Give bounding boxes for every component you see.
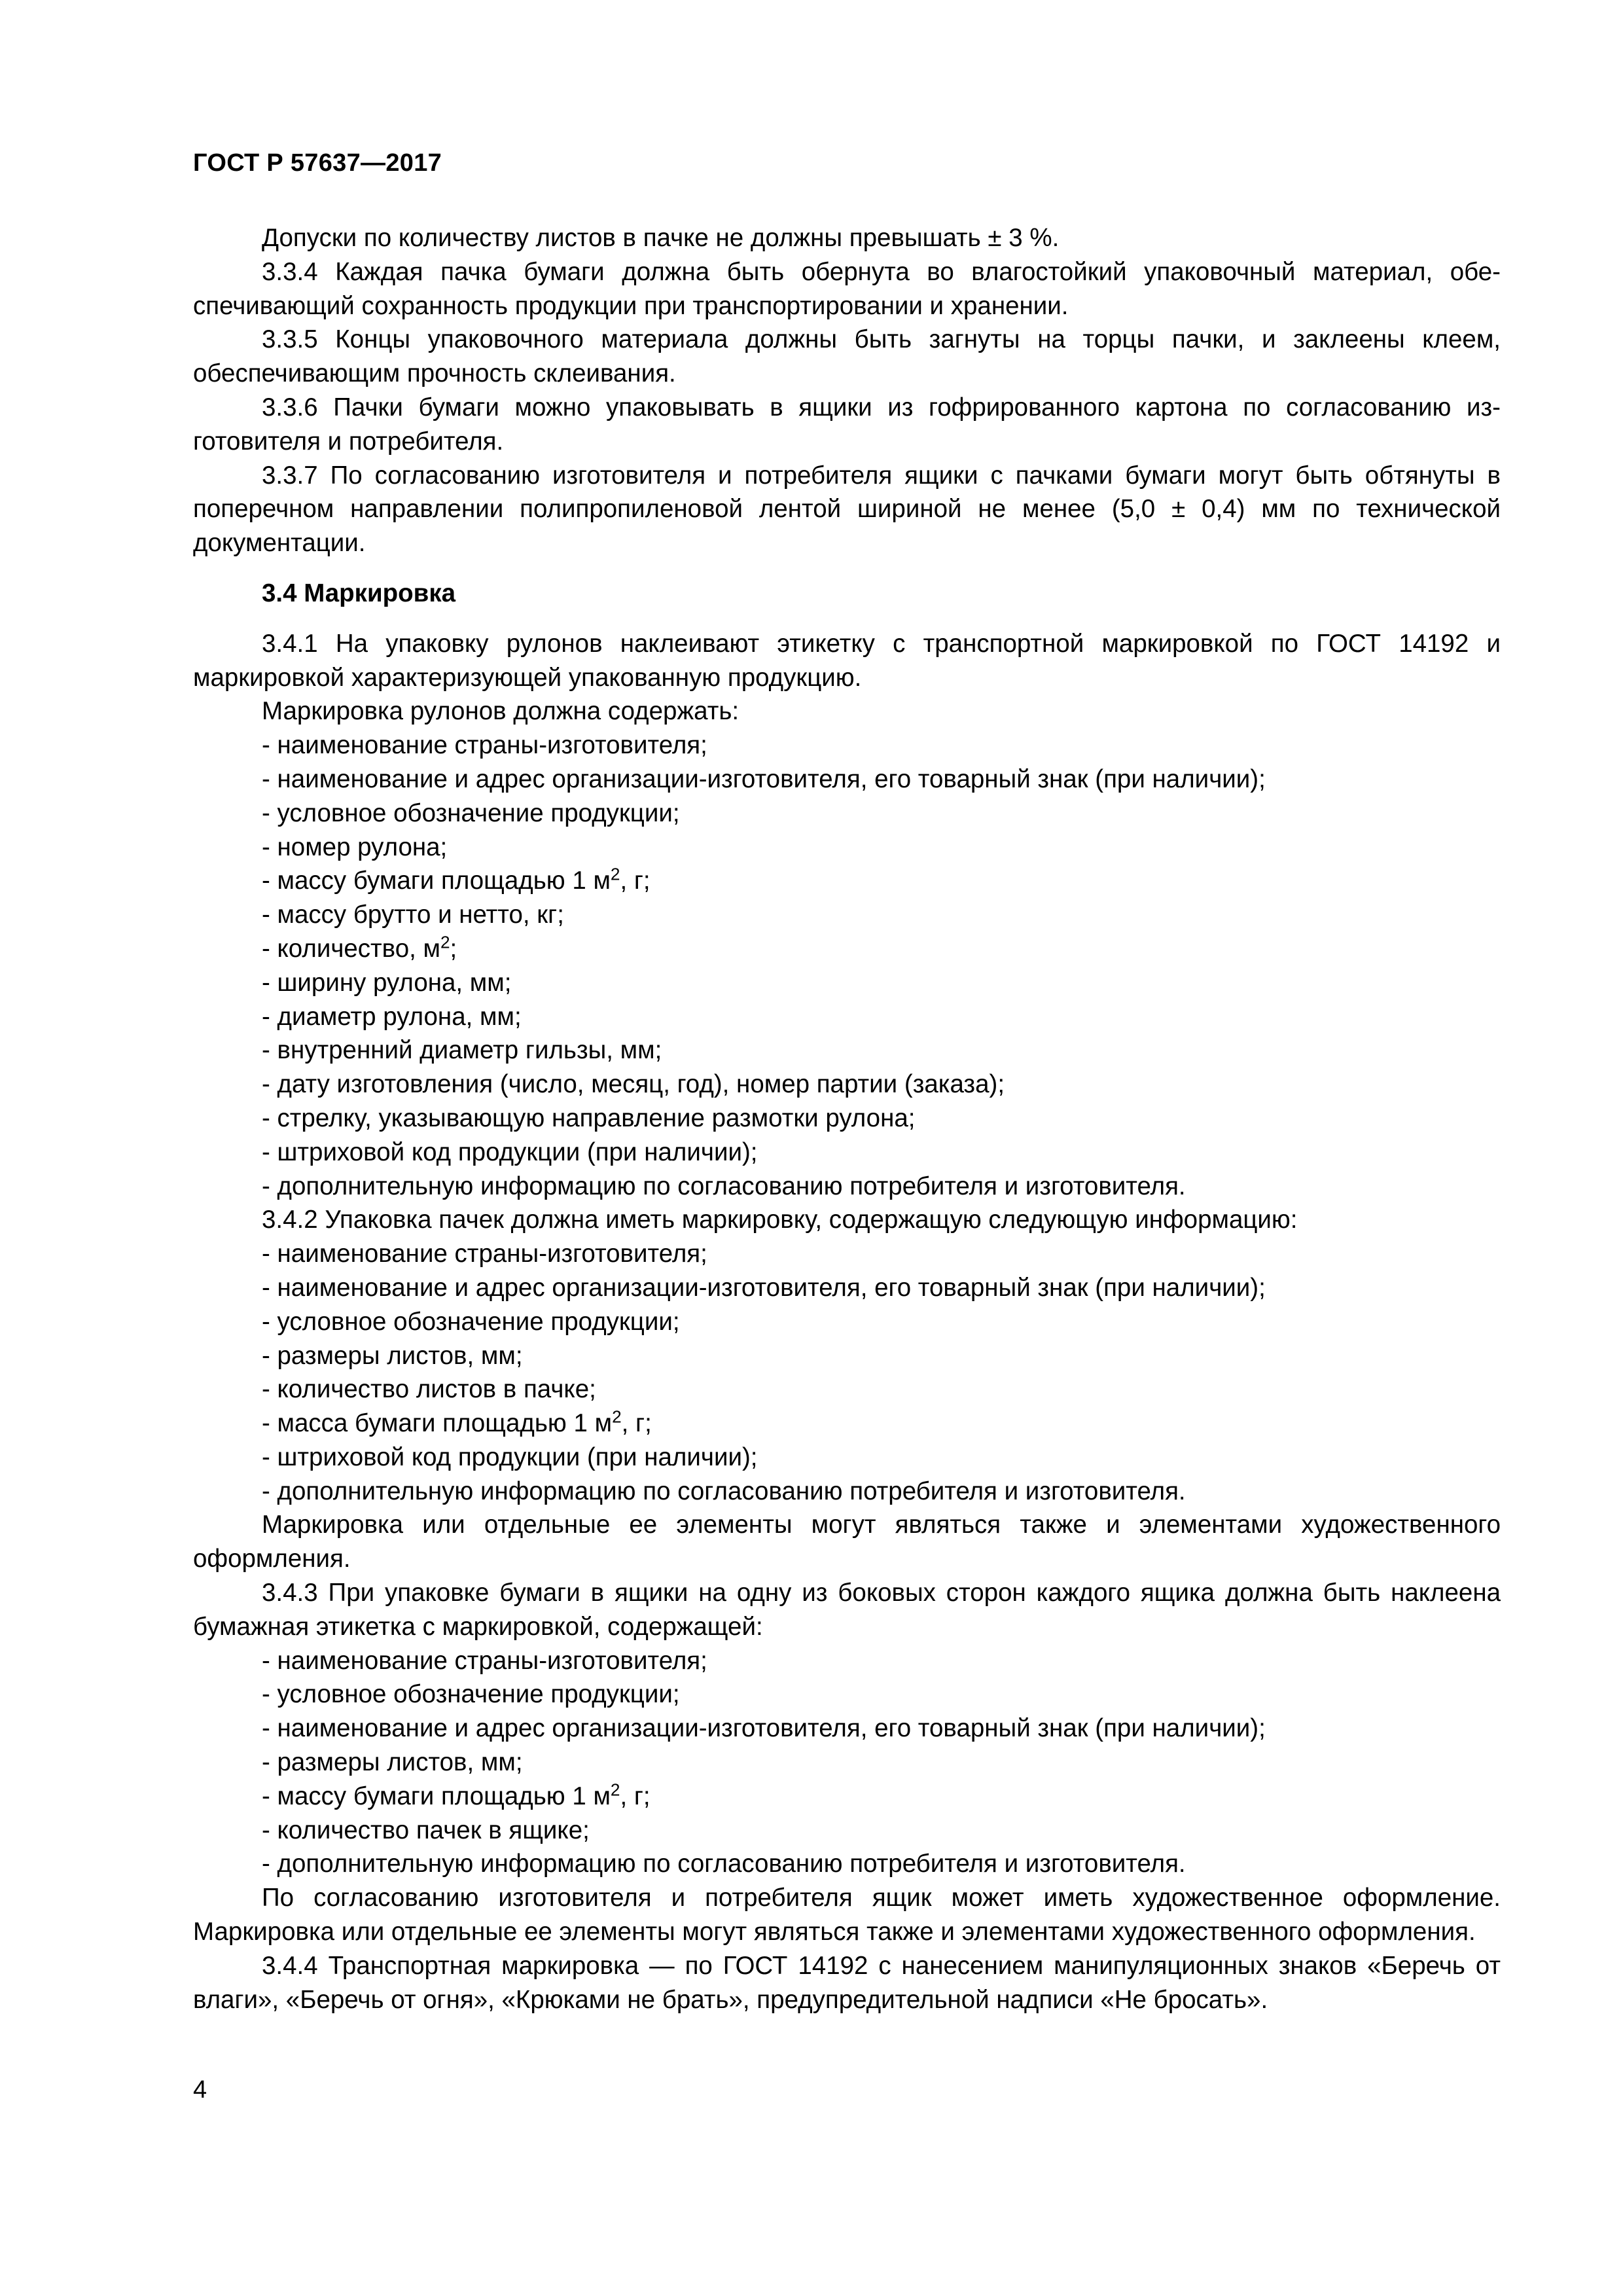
list-item: - дополнительную информацию по согласованию потребителя и изготовителя. [262,1172,1186,1200]
paragraph-tolerance: Допуски по количеству листов в пачке не должны превышать ± 3 %. [262,224,1060,252]
paragraph-artistic-design-2: По согласованию изготовителя и потребителя ящик может иметь художественное оформление. Маркировка или отдельные ее элементы могут являться также и элементами художественного оформления. [193,1884,1501,1946]
paragraph-3-4-1: 3.4.1 На упаковку рулонов наклеивают этикетку с транспортной маркировкой по ГОСТ 14192 и маркировкой характеризующей упакованную продукцию. [193,629,1501,692]
list-item [193,864,1501,898]
list-item: - штриховой код продукции (при наличии); [262,1443,758,1471]
paragraph-artistic-design-1: Маркировка или отдельные ее элементы могут являться также и элементами художественного оформления. [193,1511,1501,1573]
document-body [193,221,1501,2017]
list-item: - условное обозначение продукции; [262,1307,680,1336]
paragraph-3-3-4: 3.3.4 Каждая пачка бумаги должна быть обернута во влагостойкий упаковочный материал, обеспечивающий сохранность продукции при транспортировании и хранении. [193,257,1501,320]
list-item: - наименование страны-изготовителя; [262,1646,707,1675]
list-item: - штриховой код продукции (при наличии); [262,1138,758,1166]
list-item [193,1780,1501,1814]
paragraph-3-4-4: 3.4.4 Транспортная маркировка — по ГОСТ 14192 с нанесением манипуляционных знаков «Беречь от влаги», «Беречь от огня», «Крюками не брать», предупредительной надписи «Не бросать». [193,1951,1501,2014]
list-item: - наименование страны-изготовителя; [262,731,707,760]
superscript: 2 [440,932,450,952]
list-item: - ширину рулона, мм; [262,968,512,997]
list-item: - дополнительную информацию по согласованию потребителя и изготовителя. [262,1477,1186,1505]
list-item-text: ; [450,934,457,963]
paragraph-3-3-6: 3.3.6 Пачки бумаги можно упаковывать в ящики из гофрированного картона по согласованию изготовителя и потребителя. [193,393,1501,456]
list-item: - количество пачек в ящике; [262,1816,590,1844]
list-item: - размеры листов, мм; [262,1748,523,1777]
list-item-text: - массу бумаги площадью 1 м [262,1782,611,1810]
list-item-text: - количество, м [262,934,440,963]
list-item: - внутренний диаметр гильзы, мм; [262,1036,662,1065]
list-item: - дополнительную информацию по согласованию потребителя и изготовителя. [262,1850,1186,1878]
superscript: 2 [610,864,620,884]
paragraph-roll-marking: Маркировка рулонов должна содержать: [262,697,740,726]
list-item-text: , г; [620,1782,651,1810]
paragraph-3-4-3: 3.4.3 При упаковке бумаги в ящики на одну из боковых сторон каждого ящика должна быть наклеена бумажная этикетка с маркировкой, содержащей: [193,1579,1501,1641]
list-item [193,1407,1501,1441]
page-number: 4 [193,2076,207,2104]
list-item: - наименование и адрес организации-изготовителя, его товарный знак (при наличии); [262,1714,1266,1743]
list-item: - количество листов в пачке; [262,1375,596,1404]
list-item-text: - массу бумаги площадью 1 м [262,867,611,895]
list-item: - размеры листов, мм; [262,1341,523,1370]
superscript: 2 [612,1407,622,1427]
list-item: - массу брутто и нетто, кг; [262,901,564,929]
list-item-text: , г; [621,1409,652,1438]
document-code-header: ГОСТ Р 57637—2017 [193,149,442,177]
list-item: - диаметр рулона, мм; [262,1002,522,1031]
paragraph-3-3-5: 3.3.5 Концы упаковочного материала должны быть загнуты на торцы пачки, и заклеены клеем, обеспечивающим прочность склеивания. [193,325,1501,388]
list-item: - дату изготовления (число, месяц, год), номер партии (заказа); [262,1070,1005,1099]
list-item [193,932,1501,966]
list-item: - условное обозначение продукции; [262,798,680,827]
list-item: - номер рулона; [262,833,448,861]
list-item: - стрелку, указывающую направление размотки рулона; [262,1103,916,1132]
section-heading-3-4: 3.4 Маркировка [262,579,456,607]
list-item: - наименование и адрес организации-изготовителя, его товарный знак (при наличии); [262,764,1266,793]
list-item: - условное обозначение продукции; [262,1680,680,1709]
list-item-text: - масса бумаги площадью 1 м [262,1409,613,1438]
list-item: - наименование страны-изготовителя; [262,1240,707,1268]
paragraph-3-4-2: 3.4.2 Упаковка пачек должна иметь маркировку, содержащую следующую информацию: [262,1206,1298,1234]
paragraph-3-3-7: 3.3.7 По согласованию изготовителя и потребителя ящики с пачками бумаги могут быть обтянуты в поперечном направлении полипропиленовой лентой шириной не менее (5,0 ± 0,4) мм по технической документации. [193,461,1501,558]
list-item: - наименование и адрес организации-изготовителя, его товарный знак (при наличии); [262,1273,1266,1302]
superscript: 2 [610,1780,620,1800]
list-item-text: , г; [620,867,651,895]
